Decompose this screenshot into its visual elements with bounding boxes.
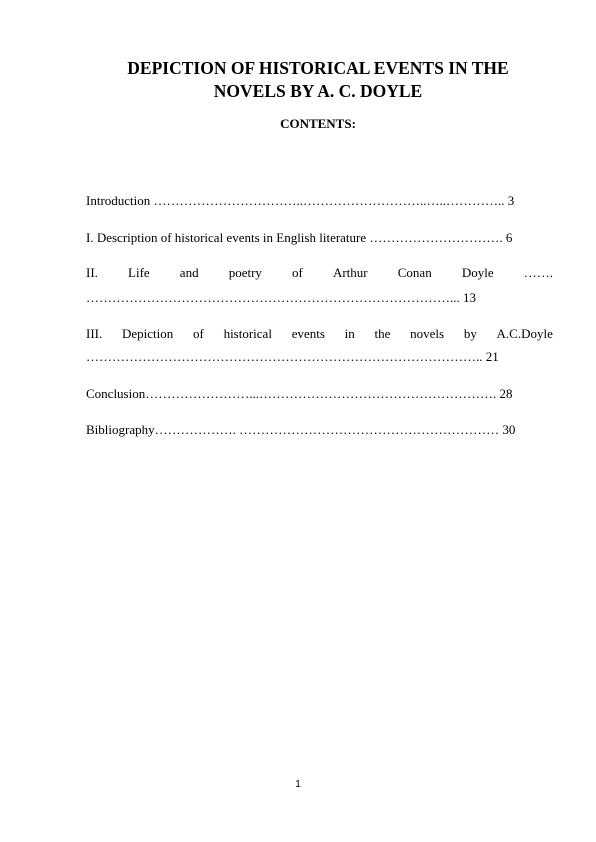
toc-entry-bibliography: Bibliography………………. …………………………………………………… 30 [86, 422, 516, 437]
toc-word: historical [223, 326, 272, 341]
toc-word: A.C.Doyle [496, 326, 553, 341]
toc-word: Life [128, 265, 150, 280]
toc-word: by [463, 326, 477, 341]
toc-word: ……. [523, 265, 553, 280]
toc-entry-part-2-continuation: …………………………………………………………………………... 13 [86, 290, 476, 305]
contents-heading: CONTENTS: [280, 116, 356, 131]
toc-word: Arthur [332, 265, 368, 280]
toc-entry-conclusion: Conclusion……………………...………………………………………………. 28 [86, 386, 513, 401]
toc-word: in [344, 326, 355, 341]
title-line-2: NOVELS BY A. C. DOYLE [213, 81, 423, 101]
toc-entry-part-3 [86, 326, 553, 342]
toc-entry-part-2 [86, 265, 553, 281]
toc-word: the [374, 326, 391, 341]
toc-word: poetry [228, 265, 262, 280]
toc-word: novels [410, 326, 445, 341]
toc-word: of [292, 265, 303, 280]
toc-word: events [291, 326, 325, 341]
toc-entry-part-1: I. Description of historical events in English literature …………………………. 6 [86, 230, 513, 245]
toc-word: II. [86, 265, 98, 280]
toc-entry-introduction: Introduction ……………………………..………………………..…..………….. 3 [86, 193, 515, 208]
toc-word: Conan [397, 265, 432, 280]
document-title [60, 57, 576, 103]
toc-word: Doyle [461, 265, 494, 280]
toc-entry-part-3-continuation: ……………………………………………………………………………….. 21 [86, 349, 499, 364]
toc-word: of [192, 326, 204, 341]
page-number: 1 [295, 779, 301, 790]
toc-word: III. [86, 326, 103, 341]
title-line-1: DEPICTION OF HISTORICAL EVENTS IN THE [127, 58, 509, 78]
toc-word: Depiction [121, 326, 174, 341]
toc-word: and [179, 265, 199, 280]
